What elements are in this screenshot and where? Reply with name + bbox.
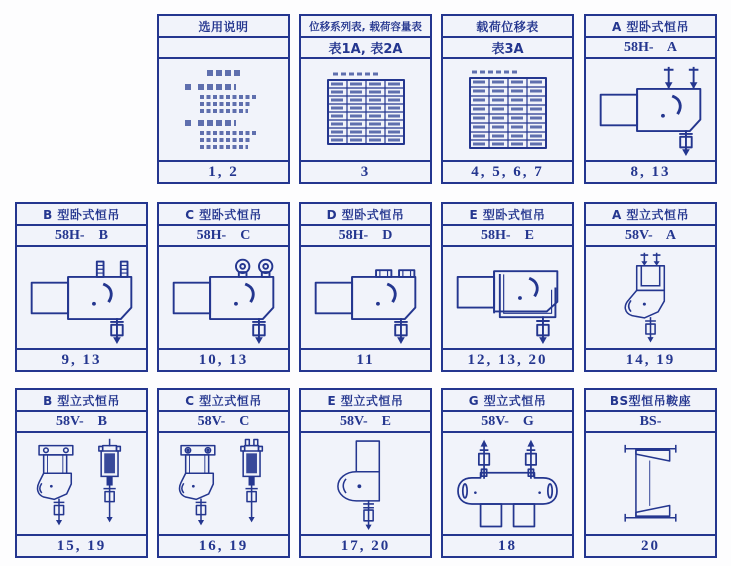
panel-58h-e	[441, 202, 574, 372]
panel-title: E 型立式恒吊	[301, 390, 430, 412]
hanger-diagram-58v-b	[17, 433, 146, 534]
panel-title: A 型立式恒吊	[586, 204, 715, 226]
hanger-diagram-58h-b	[17, 247, 146, 348]
hanger-diagram-58v-e	[301, 433, 430, 534]
panel-58v-e	[299, 388, 432, 558]
mini-table-graphic	[301, 59, 430, 160]
panel-58h-d	[299, 202, 432, 372]
panel-page-numbers: 11	[301, 348, 430, 370]
panel-subtitle	[159, 38, 288, 59]
panel-page-numbers: 16, 19	[159, 534, 288, 556]
panel-title: 选用说明	[159, 16, 288, 38]
panel-58v-b	[15, 388, 148, 558]
panel-58h-a	[584, 14, 717, 184]
panel-title: C 型卧式恒吊	[159, 204, 288, 226]
panel-title: 位移系列表, 载荷容量表	[301, 16, 430, 38]
panel-model-code: 58H- D	[301, 226, 430, 247]
panel-displacement-series-tables	[299, 14, 432, 184]
panel-page-numbers: 4, 5, 6, 7	[443, 160, 572, 182]
panel-title: D 型卧式恒吊	[301, 204, 430, 226]
panel-title: E 型卧式恒吊	[443, 204, 572, 226]
hanger-diagram-58h-d	[301, 247, 430, 348]
panel-bs-saddle	[584, 388, 717, 558]
panel-title: A 型卧式恒吊	[586, 16, 715, 38]
panel-page-numbers: 8, 13	[586, 160, 715, 182]
panel-load-displacement-table	[441, 14, 574, 184]
panel-model-code: 58H- C	[159, 226, 288, 247]
panel-subtitle: 表3A	[443, 38, 572, 59]
panel-page-numbers: 3	[301, 160, 430, 182]
hanger-diagram-58h-c	[159, 247, 288, 348]
saddle-diagram-bs	[586, 433, 715, 534]
hanger-diagram-58h-e	[443, 247, 572, 348]
panel-model-code: 58H- A	[586, 38, 715, 59]
panel-title: 载荷位移表	[443, 16, 572, 38]
mini-table-graphic	[443, 59, 572, 160]
panel-model-code: BS-	[586, 412, 715, 433]
panel-page-numbers: 18	[443, 534, 572, 556]
panel-page-numbers: 12, 13, 20	[443, 348, 572, 370]
panel-58v-g	[441, 388, 574, 558]
panel-page-numbers: 15, 19	[17, 534, 146, 556]
panel-model-code: 58V- A	[586, 226, 715, 247]
panel-subtitle: 表1A, 表2A	[301, 38, 430, 59]
hanger-diagram-58h-a	[586, 59, 715, 160]
hanger-diagram-58v-c	[159, 433, 288, 534]
panel-page-numbers: 20	[586, 534, 715, 556]
panel-58h-b	[15, 202, 148, 372]
panel-title: C 型立式恒吊	[159, 390, 288, 412]
panel-page-numbers: 1, 2	[159, 160, 288, 182]
panel-title: B 型卧式恒吊	[17, 204, 146, 226]
panel-model-code: 58V- C	[159, 412, 288, 433]
panel-page-numbers: 17, 20	[301, 534, 430, 556]
panel-model-code: 58H- E	[443, 226, 572, 247]
panel-58h-c	[157, 202, 290, 372]
panel-selection-notes	[157, 14, 290, 184]
panel-model-code: 58H- B	[17, 226, 146, 247]
hanger-diagram-58v-g	[443, 433, 572, 534]
selection-notes-text-block	[159, 59, 288, 160]
panel-model-code: 58V- G	[443, 412, 572, 433]
panel-model-code: 58V- B	[17, 412, 146, 433]
panel-title: G 型立式恒吊	[443, 390, 572, 412]
panel-model-code: 58V- E	[301, 412, 430, 433]
panel-title: B 型立式恒吊	[17, 390, 146, 412]
panel-page-numbers: 14, 19	[586, 348, 715, 370]
panel-page-numbers: 9, 13	[17, 348, 146, 370]
panel-58v-c	[157, 388, 290, 558]
panel-title: BS型恒吊鞍座	[586, 390, 715, 412]
panel-58v-a	[584, 202, 717, 372]
panel-page-numbers: 10, 13	[159, 348, 288, 370]
hanger-diagram-58v-a	[586, 247, 715, 348]
